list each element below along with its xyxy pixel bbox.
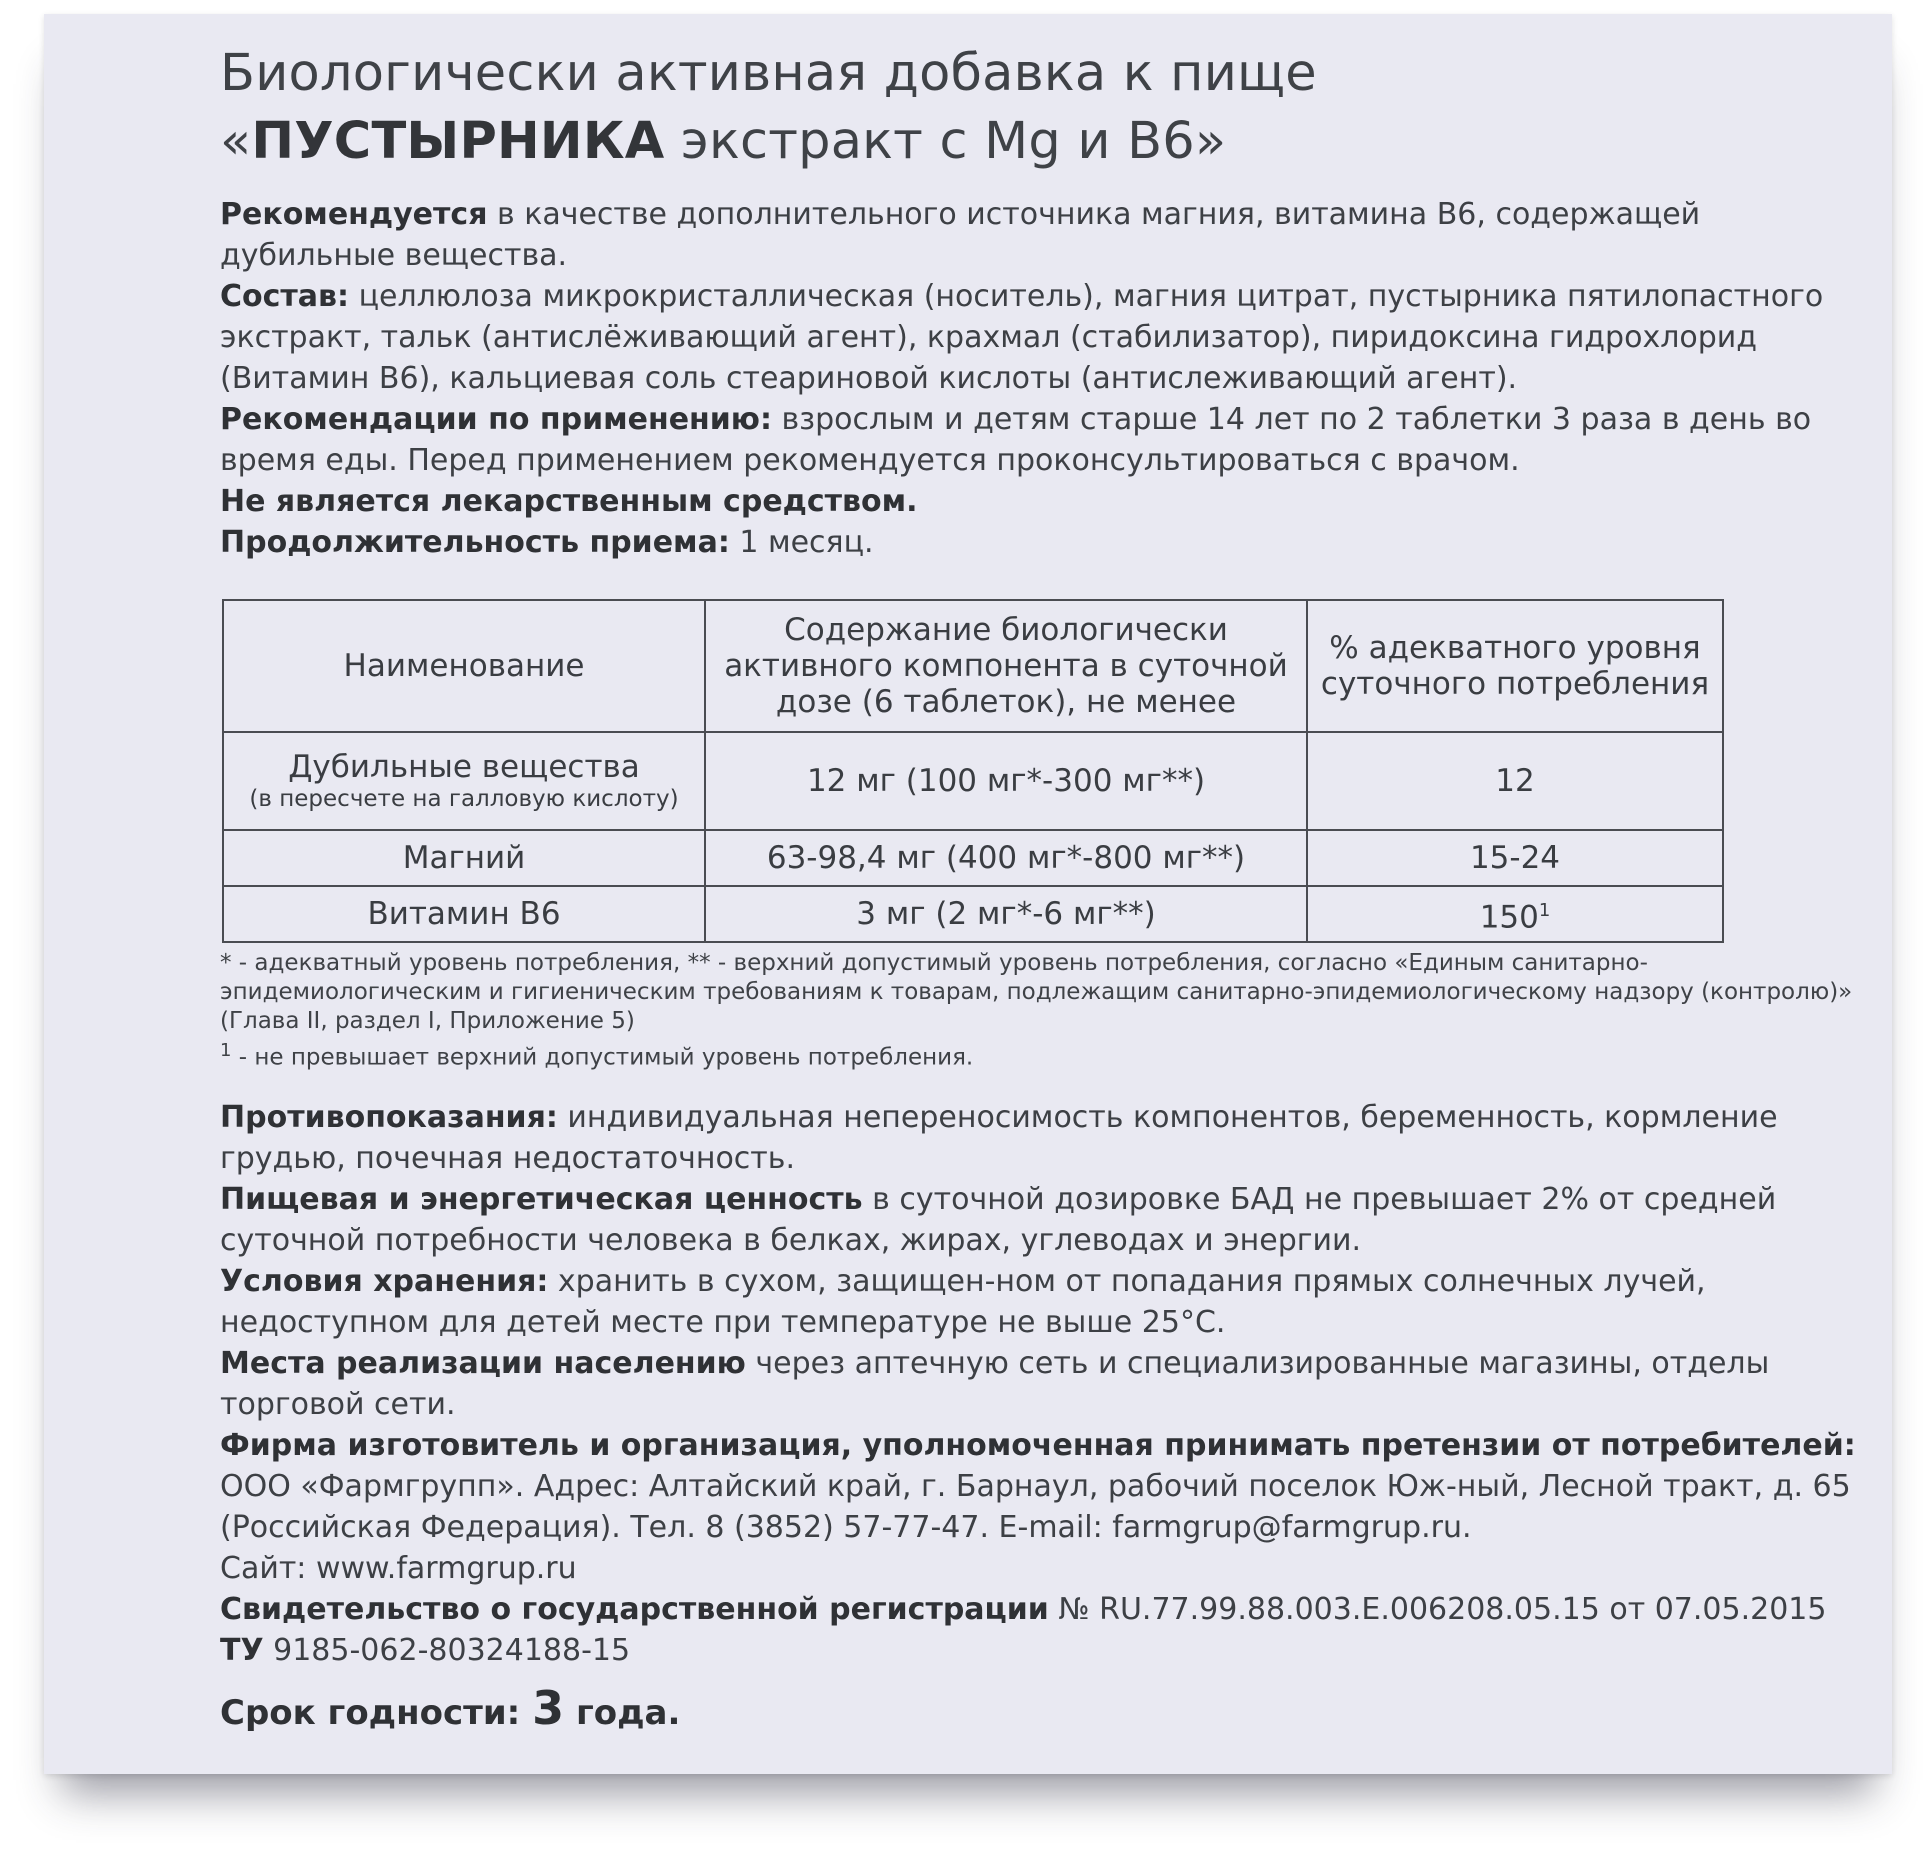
manufacturer-address: ООО «Фармгрупп». Адрес: Алтайский край, г. Барнаул, рабочий поселок Юж-ный, Лесной тракт, д. 65 (Российская Федерация). Тел. 8 (3852) 57-77-47. E-mail: farmgrup@farmgrup.ru. (220, 1468, 1851, 1545)
table-cell: Витамин B6 (223, 886, 705, 942)
table-cell: 12 мг (100 мг*-300 мг**) (705, 732, 1307, 830)
table-cell: $150^1$ (1307, 886, 1723, 942)
table-cell: Дубильные вещества (в пересчете на галловую кислоту) (223, 732, 705, 830)
title-line-2: «ПУСТЫРНИКА экстракт с Mg и B6» (220, 112, 1227, 171)
footnote-2: $^1$ - не превышает верхний допустимый уровень потребления. (220, 1040, 974, 1071)
usage-section: Рекомендации по применению: взрослым и детям старше 14 лет по 2 таблетки 3 раза в день во время еды. Перед применением рекомендуется проконсультироваться с врачом. (220, 402, 1812, 478)
table-cell: 63-98,4 мг (400 мг*-800 мг**) (705, 830, 1307, 886)
not-medicine-note: Не является лекарственным средством. (220, 484, 918, 519)
table-row (223, 732, 1723, 830)
duration-section: Продолжительность приема: 1 месяц. (220, 525, 874, 560)
table-header-row (223, 600, 1723, 732)
nutrition-section: Пищевая и энергетическая ценность в суточной дозировке БАД не превышает 2% от средней суточной потребности человека в белках, жирах, углеводах и энергии. (220, 1181, 1777, 1258)
product-title (220, 40, 1860, 176)
storage-section: Условия хранения: хранить в сухом, защищен-ном от попадания прямых солнечных лучей, недоступном для детей месте при температуре не выше 25°С. (220, 1263, 1706, 1340)
contraindications-section: Противопоказания: индивидуальная непереносимость компонентов, беременность, кормление грудью, почечная недостаточность. (220, 1099, 1778, 1176)
label-content (220, 40, 1860, 1736)
table-header: Содержание биологически активного компонента в суточной дозе (6 таблеток), не менее (705, 600, 1307, 732)
table-row (223, 830, 1723, 886)
title-line-1: Биологически активная добавка к пище (220, 44, 1317, 103)
table-cell: 3 мг (2 мг*-6 мг**) (705, 886, 1307, 942)
nutrient-table (222, 599, 1724, 943)
footnote-1: * - адекватный уровень потребления, ** - верхний допустимый уровень потребления, согласно «Единым санитарно-эпидемиологическим и гигиеническим требованиям к товарам, подлежащим санитарно-эпидемиологическому надзору (контролю)» (Глава II, раздел I, Приложение 5) (220, 950, 1853, 1035)
recommended-section: Рекомендуется в качестве дополнительного источника магния, витамина B6, содержащей дубильные вещества. (220, 197, 1701, 273)
manufacturer-site: Сайт: www.farmgrup.ru (220, 1550, 577, 1586)
product-name: ПУСТЫРНИКА (251, 112, 665, 171)
table-footnotes (220, 949, 1860, 1073)
manufacturer-label: Фирма изготовитель и организация, уполномоченная принимать претензии от потребителей: (220, 1427, 1856, 1463)
registration-section: Свидетельство о государственной регистрации № RU.77.99.88.003.Е.006208.05.15 от 07.05.2015 (220, 1591, 1827, 1627)
table-header: Наименование (223, 600, 705, 732)
sales-section: Места реализации населению через аптечную сеть и специализированные магазины, отделы торговой сети. (220, 1345, 1770, 1422)
table-header: % адекватного уровня суточного потребления (1307, 600, 1723, 732)
table-cell: 15-24 (1307, 830, 1723, 886)
composition-section: Состав: целлюлоза микрокристаллическая (носитель), магния цитрат, пустырника пятилопастного экстракт, тальк (антислёживающий агент), крахмал (стабилизатор), пиридоксина гидрохлорид (Витамин B6), кальциевая соль стеариновой кислоты (антислеживающий агент). (220, 279, 1824, 396)
table-row (223, 886, 1723, 942)
expiry-section: Срок годности: 3 года. (220, 1680, 681, 1735)
table-cell: 12 (1307, 732, 1723, 830)
tu-section: ТУ 9185-062-80324188-15 (220, 1632, 631, 1668)
table-cell: Магний (223, 830, 705, 886)
expiry-value: 3 (532, 1680, 565, 1735)
